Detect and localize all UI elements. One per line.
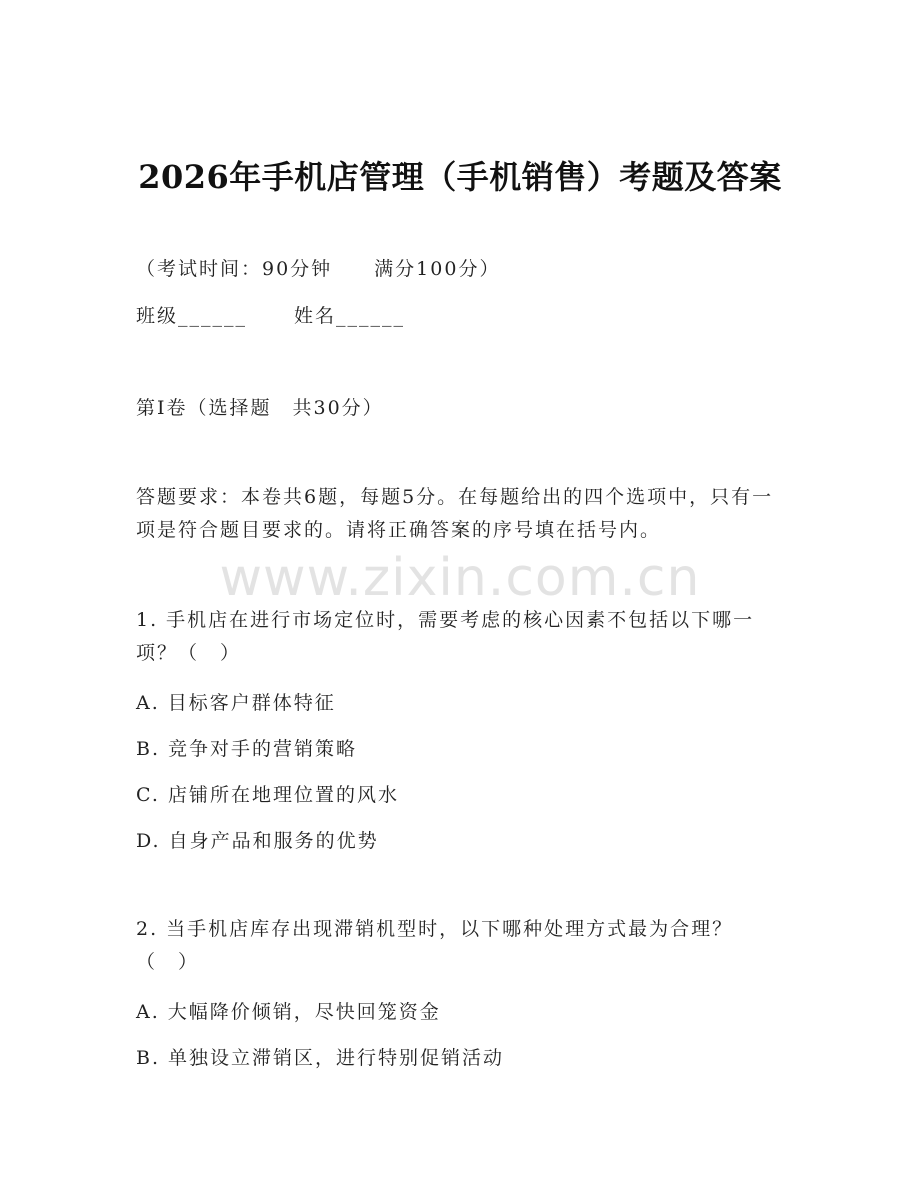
question-2-option-a: A. 大幅降价倾销，尽快回笼资金 xyxy=(136,1001,441,1023)
question-1-option-b: B. 竞争对手的营销策略 xyxy=(136,738,358,760)
instructions: 答题要求：本卷共6题，每题5分。在每题给出的四个选项中，只有一项是符合题目要求的。请将正确答案的序号填在括号内。 xyxy=(136,486,774,541)
name-field: 姓名______ xyxy=(294,305,406,327)
watermark: www.zixin.com.cn xyxy=(219,548,701,608)
question-1-option-a: A. 目标客户群体特征 xyxy=(136,692,336,714)
question-1-option-c: C. 店铺所在地理位置的风水 xyxy=(136,784,399,806)
class-field: 班级______ xyxy=(136,305,248,327)
section-heading: 第I卷（选择题 共30分） xyxy=(136,397,384,419)
question-1-option-d: D. 自身产品和服务的优势 xyxy=(136,830,379,852)
question-2-stem: 2. 当手机店库存出现滞销机型时，以下哪种处理方式最为合理？（ ） xyxy=(136,918,734,973)
exam-info: （考试时间：90分钟 满分100分） xyxy=(136,258,501,280)
question-2-option-b: B. 单独设立滞销区，进行特别促销活动 xyxy=(136,1047,505,1069)
document-title: 2026年手机店管理（手机销售）考题及答案 xyxy=(138,158,782,196)
question-1-stem: 1. 手机店在进行市场定位时，需要考虑的核心因素不包括以下哪一项？（ ） xyxy=(136,609,755,664)
